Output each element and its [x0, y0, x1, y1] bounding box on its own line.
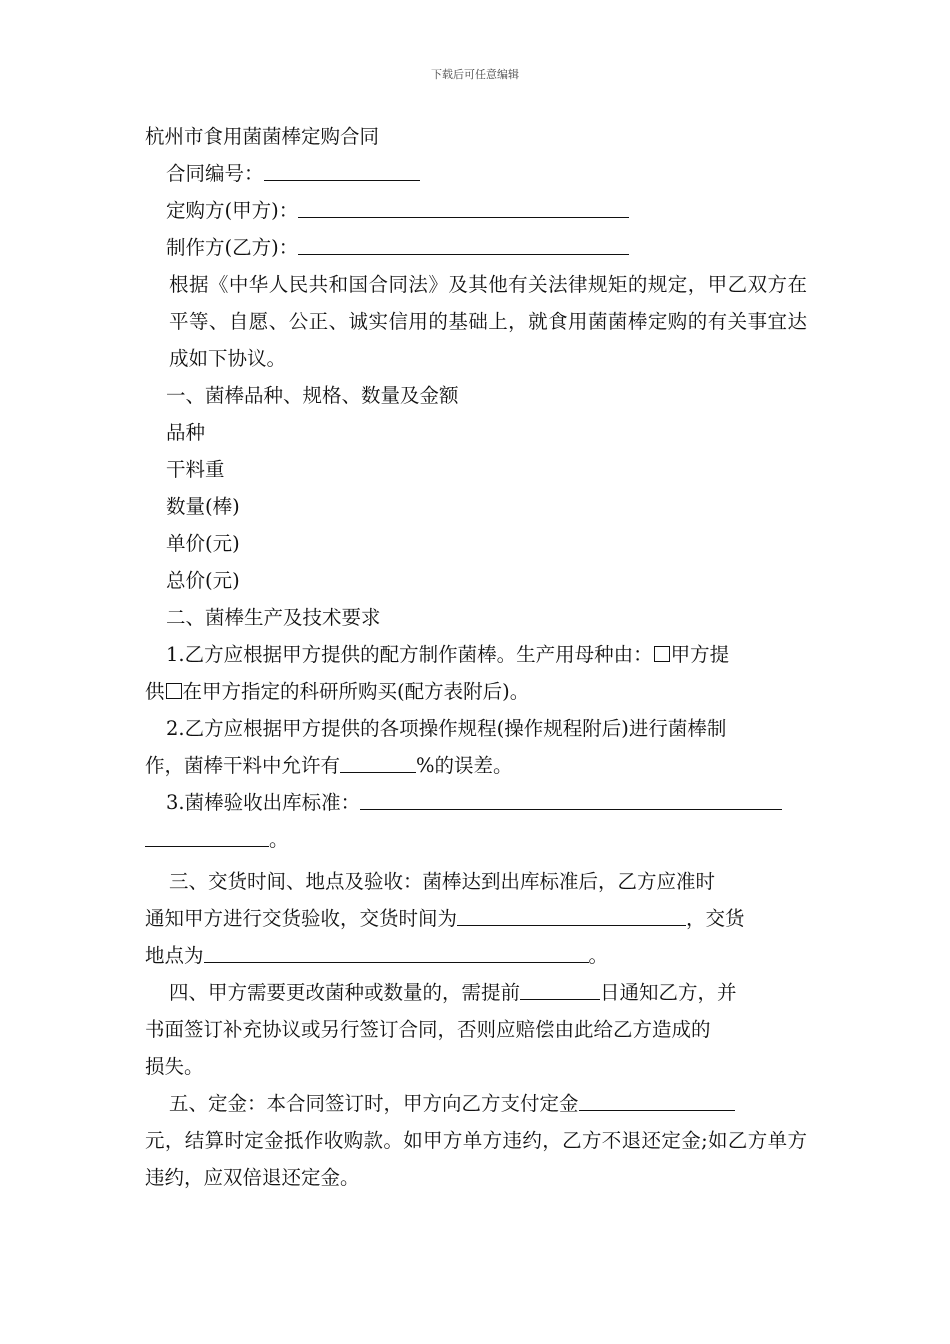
checkbox-institute-purchase[interactable] [166, 683, 182, 699]
section3-line1: 三、交货时间、地点及验收：菌棒达到出库标准后，乙方应准时 [169, 870, 716, 893]
section4-text: 四、甲方需要更改菌种或数量的，需提前 [169, 981, 521, 1004]
section4-line2: 书面签订补充协议或另行签订合同，否则应赔偿由此给乙方造成的 [145, 1018, 711, 1041]
section2-item2-line2 [145, 747, 807, 784]
section2-item3-line1 [145, 784, 807, 821]
delivery-time-label: 通知甲方进行交货验收，交货时间为 [145, 907, 458, 930]
checkbox-party-a-supply[interactable] [654, 646, 670, 662]
section3-line2 [145, 900, 807, 937]
contract-number-field [145, 155, 807, 192]
delivery-time-blank [457, 907, 686, 926]
item3-suffix: 。 [269, 828, 289, 851]
contract-title: 杭州市食用菌菌棒定购合同 [145, 125, 380, 148]
spec-item-unit-price: 单价(元) [166, 532, 240, 555]
item1-option-a: 甲方提 [670, 643, 730, 666]
section4-line1 [145, 974, 807, 1011]
section5-rest: 元，结算时定金抵作收购款。如甲方单方违约，乙方不退还定金;如乙方单方违约，应双倍退还定金。 [145, 1129, 807, 1189]
acceptance-standard-blank [360, 791, 782, 810]
delivery-place-label-start: ，交货 [686, 907, 745, 930]
item1-option-b: 在甲方指定的科研所购买(配方表附后)。 [182, 680, 530, 703]
section5-line1 [145, 1085, 807, 1122]
item2-text: 作，菌棒干料中允许有 [145, 754, 341, 777]
contract-number-blank [264, 162, 420, 181]
party-a-blank [298, 199, 629, 218]
section2-heading: 二、菌棒生产及技术要求 [166, 606, 381, 629]
delivery-place-blank [204, 944, 589, 963]
section4-line3: 损失。 [145, 1055, 204, 1078]
item1-option-a-cont: 供 [145, 680, 165, 703]
section3-line3 [145, 937, 807, 974]
contract-number-label: 合同编号： [166, 162, 264, 185]
intro-paragraph: 根据《中华人民共和国合同法》及其他有关法律规矩的规定，甲乙双方在平等、自愿、公正、诚实信用的基础上，就食用菌菌棒定购的有关事宜达成如下协议。 [169, 273, 807, 370]
spec-item-quantity: 数量(棒) [166, 495, 240, 518]
delivery-place-label: 地点为 [145, 944, 204, 967]
notice-days-blank [520, 981, 600, 1000]
party-b-blank [298, 236, 629, 255]
party-a-label: 定购方(甲方)： [166, 199, 299, 222]
item3-text: 3.菌棒验收出库标准： [166, 791, 361, 814]
section1-heading: 一、菌棒品种、规格、数量及金额 [166, 384, 459, 407]
spec-item-variety: 品种 [166, 421, 206, 444]
deposit-amount-blank [579, 1092, 735, 1111]
section2-item2-line1: 2.乙方应根据甲方提供的各项操作规程(操作规程附后)进行菌棒制 [166, 717, 727, 740]
spec-item-dry-weight: 干料重 [166, 458, 225, 481]
party-b-label: 制作方(乙方)： [166, 236, 299, 259]
spec-item-total-price: 总价(元) [166, 569, 240, 592]
item2-suffix: %的误差。 [416, 754, 513, 777]
section5-text: 五、定金：本合同签订时，甲方向乙方支付定金 [169, 1092, 579, 1115]
section2-item3-line2 [145, 821, 807, 858]
item1-text: 1.乙方应根据甲方提供的配方制作菌棒。生产用母种由： [166, 643, 653, 666]
contract-body [145, 118, 807, 1196]
section3-suffix: 。 [588, 944, 609, 967]
page-header: 下载后可任意编辑 [431, 68, 519, 81]
acceptance-standard-blank-cont [145, 828, 269, 847]
section4-text-cont: 日通知乙方，并 [600, 981, 737, 1004]
party-a-field [145, 192, 807, 229]
section2-item1-line1 [145, 636, 807, 673]
tolerance-blank [340, 754, 416, 773]
section2-item1-line2 [145, 673, 807, 710]
party-b-field [145, 229, 807, 266]
